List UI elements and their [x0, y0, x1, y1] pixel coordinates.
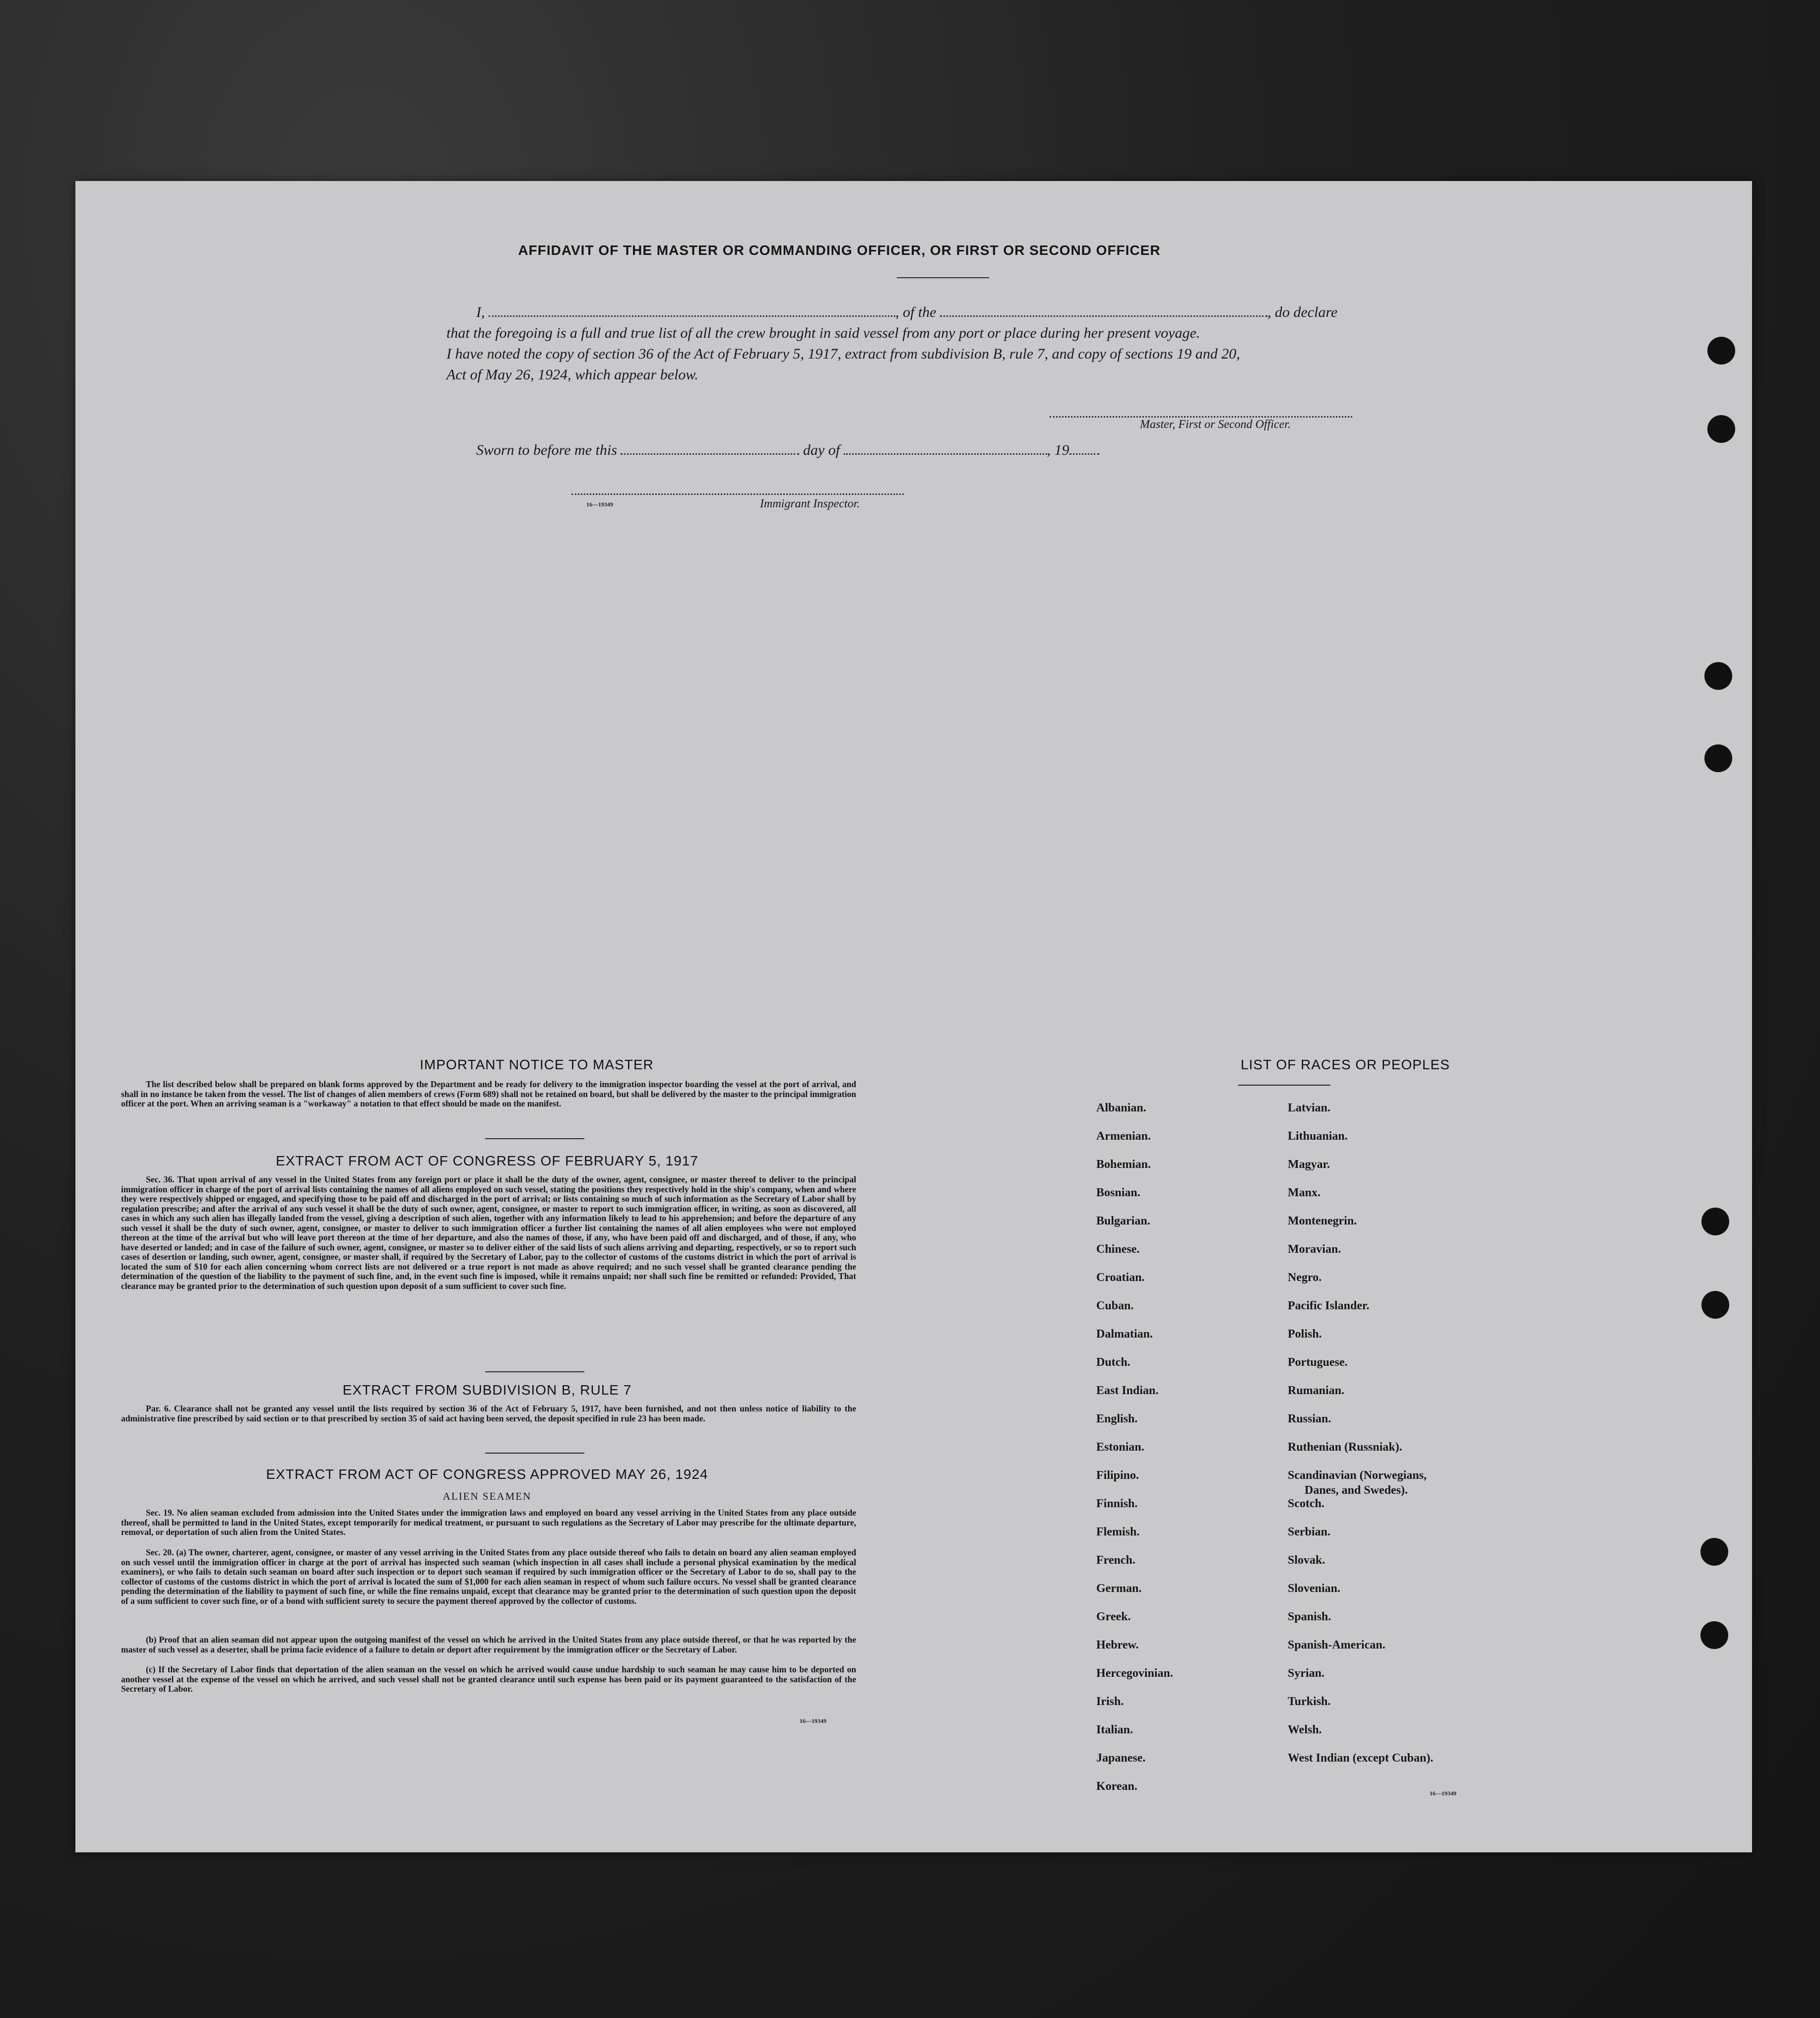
race-item: Hebrew. [1096, 1639, 1139, 1651]
affidavit-line-1-end: , do declare [1267, 304, 1338, 320]
race-item: Bosnian. [1096, 1186, 1140, 1199]
race-item: Hercegovinian. [1096, 1667, 1173, 1680]
extract-form-number: 16—19349 [800, 1717, 826, 1724]
races-divider [1238, 1085, 1330, 1086]
race-item: Danes, and Swedes). [1305, 1484, 1408, 1497]
alien-seamen-subtitle: ALIEN SEAMEN [442, 1490, 532, 1502]
punch-hole [1707, 415, 1735, 443]
affidavit-line-1 [476, 304, 1337, 321]
master-signature-line[interactable] [1050, 415, 1352, 418]
notice-title: IMPORTANT NOTICE TO MASTER [420, 1057, 654, 1072]
race-item: Montenegrin. [1288, 1215, 1357, 1227]
sworn-year-field[interactable] [1069, 443, 1099, 455]
race-item: Magyar. [1288, 1158, 1330, 1171]
extract-1917-text: Sec. 36. That upon arrival of any vessel in the United States from any foreign port or place it shall be the duty of the owner, agent, consignee, or master thereof to deliver to the principal immigration officer in charge of the port of arrival lists containing the names of all aliens employed on such vessel, stating the positions they respectively hold in the ship's company, when and where they were respectively shipped or engaged, and specifying those to be paid off and discharged in the port of arrival; or lists containing so much of such information as the Secretary of Labor shall by regulation prescribe; and after the arrival of any such vessel it shall be the duty of such owner, agent, consignee, or master to report to such immigration officer, in writing, as soon as discovered, all cases in which any such alien has illegally landed from the vessel, giving a description of such alien, together with any information likely to lead to his apprehension; and before the departure of any such vessel it shall be the duty of such owner, agent, consignee, or master to deliver to such immigration officer a further list containing the names of all alien employees who were not employed thereon at the time of the arrival but who will leave port thereon at the time of her departure, and also the names of those, if any, who have been paid off and discharged, and of those, if any, who have deserted or landed; and in case of the failure of such owner, agent, consignee, or master so to deliver either of the said lists of such aliens arriving and departing, respectively, or so to report such cases of desertion or landing, such owner, agent, consignee, or master shall, if required by the Secretary of Labor, pay to the collector of customs of the customs district in which the port of arrival is located the sum of $10 for each alien concerning whom correct lists are not delivered or a true report is not made as above required; and no such vessel shall be granted clearance pending the determination of the question of the liability to the payment of such fine, and, in the event such fine is imposed, while it remains unpaid; nor shall such fine be remitted or refunded: Provided, That clearance may be granted prior to the determination of such question upon deposit of a sum sufficient to cover such fine. [121, 1174, 856, 1291]
name-field[interactable] [489, 306, 895, 317]
race-item: Serbian. [1288, 1526, 1331, 1538]
punch-hole [1701, 1208, 1729, 1235]
race-item: Korean. [1096, 1780, 1137, 1793]
race-item: Turkish. [1288, 1695, 1331, 1708]
race-item: Estonian. [1096, 1441, 1144, 1454]
race-item: Cuban. [1096, 1299, 1134, 1312]
extract-rule7-text: Par. 6. Clearance shall not be granted any vessel until the lists required by section 36 of the Act of February 5, 1917, have been furnished, and not then unless notice of liability to the administrative fine prescribed by said section or to that prescribed by section 35 of said act having been served, the deposit specified in rule 23 has been made. [121, 1404, 856, 1423]
extract-1924-sec19: Sec. 19. No alien seaman excluded from admission into the United States under the immigration laws and employed on board any vessel arriving in the United States from any place outside thereof, shall be permitted to land in the United States, except temporarily for medical treatment, or pursuant to such regulations as the Secretary of Labor may prescribe for the ultimate departure, removal, or deportation of such alien from the United States. [121, 1508, 856, 1537]
affidavit-divider [897, 277, 989, 278]
extract-1924-sec20a: Sec. 20. (a) The owner, charterer, agent, consignee, or master of any vessel arriving in the United States from any place outside thereof who fails to detain on board any alien seaman employed on such vessel until the immigration officer in charge at the port of arrival has inspected such seaman (which inspection in all cases shall include a personal physical examination by the medical examiners), or who fails to detain such seaman on board after such inspection or to deport such seaman if required by such immigration officer or the Secretary of Labor to do so, shall pay to the collector of customs of the customs district in which the port of arrival is located the sum of $1,000 for each alien seaman in respect of whom such failure occurs. No vessel shall be granted clearance pending the determination of the liability to payment of such fine, or while the fine remains unpaid, except that clearance may be granted prior to the determination of such question upon the deposit of a sum sufficient to cover such fine, or of a bond with sufficient surety to secure the payment thereof approved by the collector of customs. [121, 1547, 856, 1606]
form-page [75, 181, 1752, 1852]
race-item: Filipino. [1096, 1469, 1139, 1482]
race-item: Russian. [1288, 1412, 1331, 1425]
race-item: East Indian. [1096, 1384, 1159, 1397]
race-item: Croatian. [1096, 1271, 1145, 1284]
affidavit-line-4: Act of May 26, 1924, which appear below. [446, 367, 698, 383]
affidavit-line-2: that the foregoing is a full and true list of all the crew brought in said vessel from any port or place during her present voyage. [446, 325, 1200, 341]
race-item: Chinese. [1096, 1243, 1140, 1256]
race-item: German. [1096, 1582, 1142, 1595]
race-item: Portuguese. [1288, 1356, 1348, 1369]
race-item: Spanish. [1288, 1610, 1331, 1623]
sworn-line [476, 442, 1099, 459]
sworn-month-field[interactable] [844, 443, 1047, 455]
race-item: Bulgarian. [1096, 1215, 1150, 1227]
affidavit-title: AFFIDAVIT OF THE MASTER OR COMMANDING OFFICER, OR FIRST OR SECOND OFFICER [518, 243, 1161, 258]
sworn-end: , 19 [1047, 442, 1069, 458]
affidavit-line-3: I have noted the copy of section 36 of the Act of February 5, 1917, extract from subdivision B, rule 7, and copy of sections 19 and 20, [446, 346, 1240, 362]
sworn-day-field[interactable] [621, 443, 799, 455]
divider [485, 1453, 584, 1454]
race-item: Italian. [1096, 1723, 1133, 1736]
race-item: Albanian. [1096, 1101, 1146, 1114]
race-item: Welsh. [1288, 1723, 1322, 1736]
race-item: Moravian. [1288, 1243, 1341, 1256]
inspector-caption: Immigrant Inspector. [760, 497, 860, 510]
notice-text: The list described below shall be prepared on blank forms approved by the Department and be ready for delivery to the immigration inspector boarding the vessel at the port of arrival, and shall in no instance be taken from the vessel. The list of changes of alien members of crews (Form 689) shall not be retained on board, but shall be delivered by the master to the principal immigration officer at the port. When an arriving seaman is a "workaway" a notation to that effect should be made on the manifest. [121, 1079, 856, 1108]
affidavit-line-1-start: I, [476, 304, 485, 320]
race-item: Pacific Islander. [1288, 1299, 1370, 1312]
extract-1917-title: EXTRACT FROM ACT OF CONGRESS OF FEBRUARY 5, 1917 [276, 1153, 698, 1168]
inspector-signature-line[interactable] [571, 492, 904, 495]
extract-rule7-title: EXTRACT FROM SUBDIVISION B, RULE 7 [342, 1382, 632, 1398]
extract-1924-sec20c: (c) If the Secretary of Labor finds that deportation of the alien seaman on the vessel on which he arrived would cause undue hardship to such seaman he may cause him to be deported on another vessel at the expense of the vessel on which he arrived, and such vessel shall not be granted clearance until such expense has been paid or its payment guaranteed to the satisfaction of the Secretary of Labor. [121, 1664, 856, 1694]
extract-1924-title: EXTRACT FROM ACT OF CONGRESS APPROVED MAY 26, 1924 [266, 1467, 708, 1482]
race-item: Armenian. [1096, 1130, 1151, 1143]
race-item: Negro. [1288, 1271, 1322, 1284]
punch-hole [1700, 1621, 1728, 1649]
punch-hole [1707, 337, 1735, 365]
race-item: English. [1096, 1412, 1138, 1425]
race-item: Scandinavian (Norwegians, [1288, 1469, 1427, 1482]
race-item: Dalmatian. [1096, 1328, 1153, 1341]
race-item: Ruthenian (Russniak). [1288, 1441, 1402, 1454]
extract-1924-sec20b: (b) Proof that an alien seaman did not appear upon the outgoing manifest of the vessel on which he arrived in the United States from any place outside thereof, or that he was reported by the master of such vessel as a deserter, shall be prima facie evidence of a failure to detain or deport after requirement by the immigration officer or the Secretary of Labor. [121, 1635, 856, 1654]
race-item: Polish. [1288, 1328, 1322, 1341]
race-item: West Indian (except Cuban). [1288, 1752, 1434, 1765]
race-item: Rumanian. [1288, 1384, 1345, 1397]
sworn-start: Sworn to before me this [476, 442, 617, 458]
punch-hole [1704, 744, 1732, 772]
race-item: Lithuanian. [1288, 1130, 1348, 1143]
race-item: Greek. [1096, 1610, 1131, 1623]
race-item: Finnish. [1096, 1497, 1138, 1510]
race-item: Japanese. [1096, 1752, 1146, 1765]
race-item: Latvian. [1288, 1101, 1331, 1114]
races-form-number: 16—19349 [1430, 1790, 1456, 1797]
race-item: Slovenian. [1288, 1582, 1341, 1595]
race-item: Dutch. [1096, 1356, 1130, 1369]
divider [485, 1371, 584, 1372]
races-title: LIST OF RACES OR PEOPLES [1241, 1057, 1450, 1072]
divider [485, 1138, 584, 1139]
race-item: French. [1096, 1554, 1135, 1567]
affidavit-line-1-mid: , of the [895, 304, 937, 320]
sworn-mid: day of [803, 442, 840, 458]
race-item: Irish. [1096, 1695, 1124, 1708]
master-caption: Master, First or Second Officer. [1140, 418, 1291, 431]
race-item: Spanish-American. [1288, 1639, 1385, 1651]
vessel-field[interactable] [940, 306, 1267, 317]
punch-hole [1701, 1291, 1729, 1319]
punch-hole [1704, 662, 1732, 690]
race-item: Bohemian. [1096, 1158, 1151, 1171]
race-item: Syrian. [1288, 1667, 1325, 1680]
race-item: Slovak. [1288, 1554, 1325, 1567]
race-item: Manx. [1288, 1186, 1320, 1199]
affidavit-form-number: 16—19349 [586, 501, 613, 508]
race-item: Flemish. [1096, 1526, 1140, 1538]
punch-hole [1700, 1538, 1728, 1566]
race-item: Scotch. [1288, 1497, 1324, 1510]
